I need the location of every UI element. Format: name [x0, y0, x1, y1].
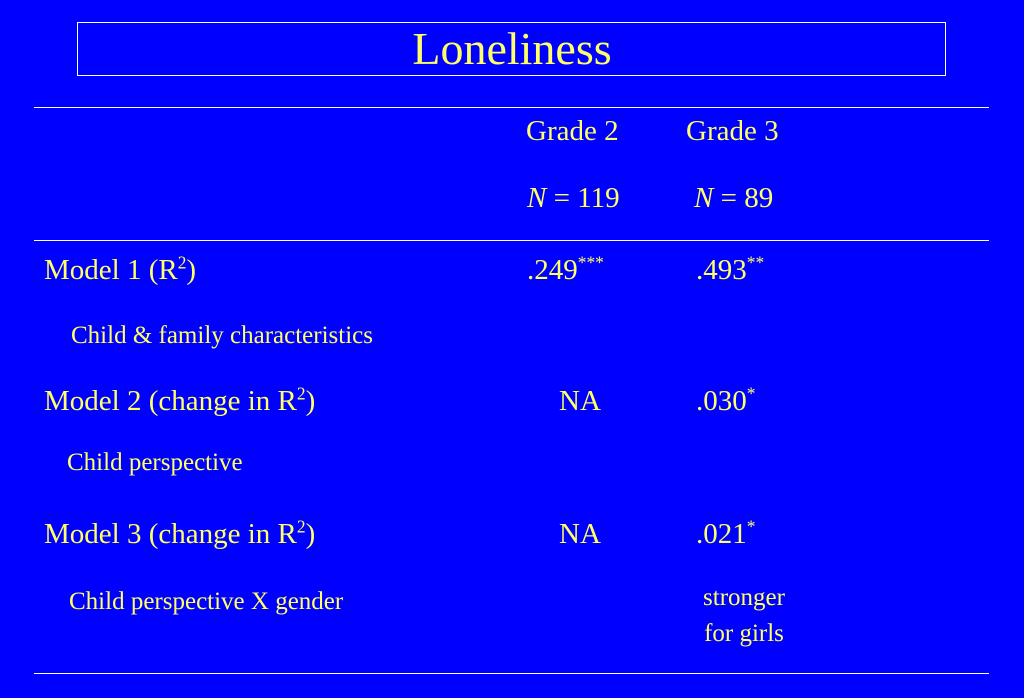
model-1-label	[44, 253, 196, 287]
model-1-description: Child & family characteristics	[71, 322, 373, 349]
model-text-end: )	[305, 385, 316, 417]
model-3-grade3-value	[696, 517, 755, 551]
model-3-grade2-value: NA	[559, 518, 601, 550]
n-value: = 89	[713, 182, 774, 214]
value: .249	[527, 254, 578, 286]
top-rule	[34, 107, 989, 108]
value: .030	[696, 385, 747, 417]
model-text-end: )	[186, 254, 197, 286]
header-grade3: Grade 3	[686, 115, 779, 147]
model-text: Model 2 (change in R	[44, 385, 297, 417]
significance-marker: *	[746, 516, 756, 537]
significance-marker: **	[746, 252, 765, 273]
model-text: Model 3 (change in R	[44, 518, 297, 550]
model-3-description: Child perspective X gender	[69, 588, 344, 615]
significance-marker: ***	[577, 252, 604, 273]
n-value: = 119	[546, 182, 620, 214]
model-2-grade3-value	[696, 384, 755, 418]
model-superscript: 2	[296, 516, 306, 537]
model-2-grade2-value: NA	[559, 385, 601, 417]
model-2-label	[44, 384, 315, 418]
model-superscript: 2	[296, 383, 306, 404]
significance-marker: *	[746, 383, 756, 404]
n-label: N	[694, 182, 714, 214]
model-text-end: )	[305, 518, 316, 550]
model-superscript: 2	[177, 252, 187, 273]
header-n-grade2	[527, 181, 620, 215]
slide-title: Loneliness	[412, 23, 612, 74]
value: .021	[696, 518, 747, 550]
value: .493	[696, 254, 747, 286]
model-2-description: Child perspective	[67, 449, 243, 476]
header-n-grade3	[694, 181, 773, 215]
model-text: Model 1 (R	[44, 254, 178, 286]
note-line-2: for girls	[704, 620, 784, 647]
header-rule	[34, 240, 989, 241]
n-label: N	[527, 182, 547, 214]
model-3-note	[684, 580, 804, 652]
note-line-1: stronger	[703, 584, 785, 611]
bottom-rule	[34, 673, 989, 674]
model-1-grade2-value	[527, 253, 604, 287]
header-grade2: Grade 2	[526, 115, 619, 147]
model-1-grade3-value	[696, 253, 764, 287]
model-3-label	[44, 517, 315, 551]
